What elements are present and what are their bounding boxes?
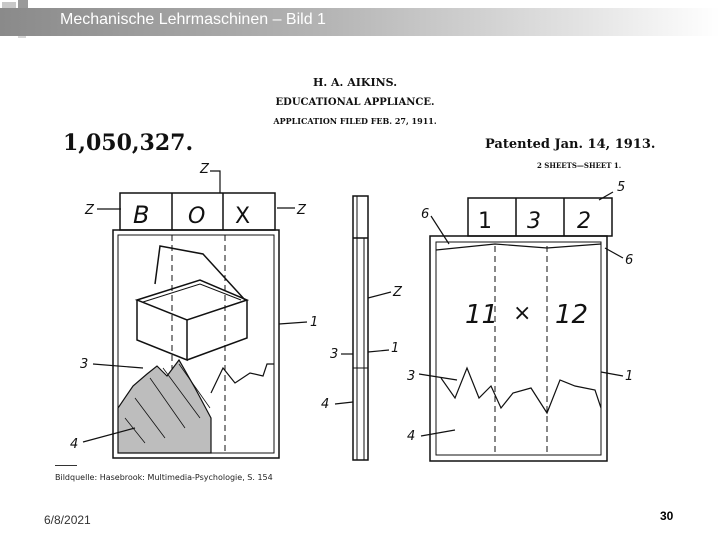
ref-label: 6 [625,253,634,268]
left-tab-3: X [235,204,251,229]
ref-label: 1 [625,369,634,384]
patent-inventor: H. A. AIKINS. [312,76,398,89]
image-caption: Bildquelle: Hasebrook: Multimedia-Psychologie, S. 154 [55,473,273,482]
left-tab-1: B [133,201,150,229]
left-tab-2: O [188,204,206,229]
ref-label: Z [200,162,209,177]
equation-left: 11 [465,300,499,330]
patent-device: EDUCATIONAL APPLIANCE. [275,97,435,108]
ref-label: 1 [310,315,319,330]
right-card [430,198,612,461]
footer-date: 6/8/2021 [44,513,91,527]
patent-drawing [55,68,670,468]
ref-label: 5 [617,180,626,195]
ref-label: Z [297,203,306,218]
equation-right: 12 [555,300,589,330]
ref-label: 4 [407,429,416,444]
right-tab-1: 1 [478,209,492,234]
ref-label: 3 [80,357,89,372]
right-tab-2: 3 [527,209,541,234]
ref-label: 4 [321,397,330,412]
ref-label: 1 [391,341,400,356]
right-tab-3: 2 [577,209,591,234]
patent-number: 1,050,327. [63,130,194,156]
ref-label: Z [393,285,402,300]
page-number: 30 [660,509,674,523]
ref-label: 4 [70,437,79,452]
side-view [353,196,368,460]
patent-date: Patented Jan. 14, 1913. [485,137,656,152]
ref-label: 3 [407,369,416,384]
left-card [113,193,279,458]
caption-rule [55,465,77,466]
patent-sheets: 2 SHEETS—SHEET 1. [537,161,622,170]
slide-title: Mechanische Lehrmaschinen – Bild 1 [60,11,326,28]
ref-label: Z [85,203,94,218]
ref-label: 6 [421,207,430,222]
equation-op: × [513,301,532,326]
ref-label: 3 [330,347,339,362]
patent-application: APPLICATION FILED FEB. 27, 1911. [273,116,437,126]
